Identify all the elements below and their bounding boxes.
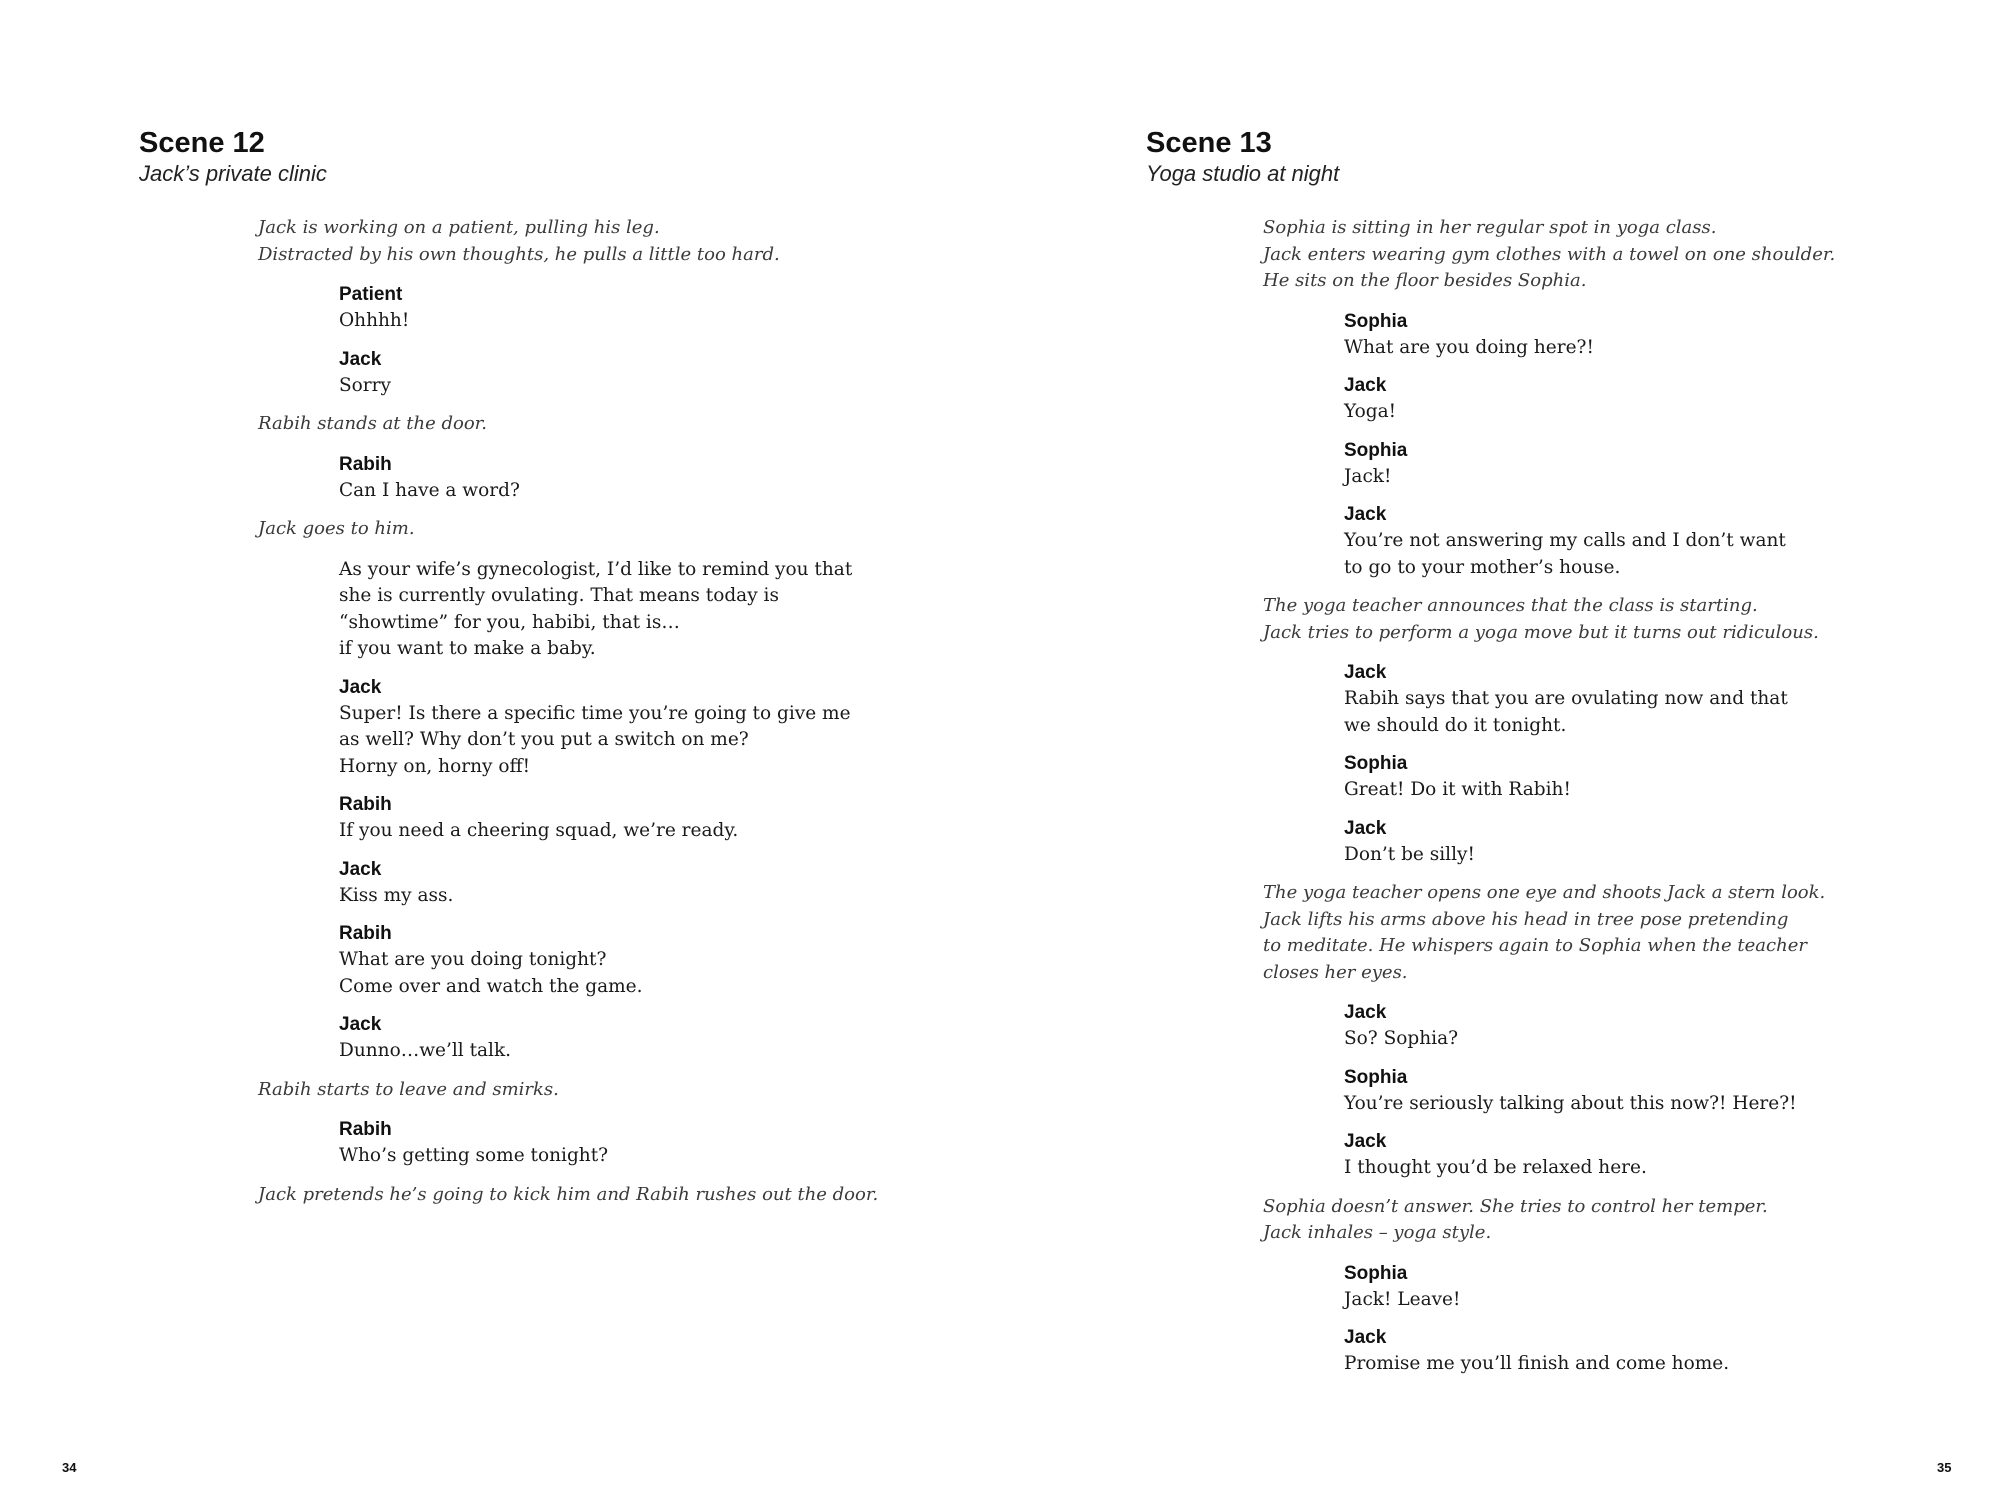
dialogue-text: [1344, 1091, 1963, 1118]
dialogue-line: As your wife’s gynecologist, I’d like to remind you that: [339, 558, 853, 580]
dialogue-block: [339, 282, 958, 335]
right-page: [1000, 0, 2000, 1500]
direction-line: Jack lifts his arms above his head in tree pose pretending: [1263, 908, 1789, 930]
dialogue-text: [1344, 1155, 1963, 1182]
dialogue-line: as well? Why don’t you put a switch on me?: [339, 729, 749, 750]
dialogue-text: [339, 478, 958, 505]
stage-direction: [258, 1182, 958, 1209]
dialogue-text: [339, 557, 958, 663]
direction-line: Jack goes to him.: [258, 518, 415, 539]
character-name: Jack: [1344, 817, 1387, 839]
dialogue-block: [1344, 660, 1963, 739]
dialogue-line: Kiss my ass.: [339, 884, 454, 906]
dialogue-text: [339, 308, 958, 335]
dialogue-block: [1344, 1000, 1963, 1053]
dialogue-block: [339, 921, 958, 1000]
dialogue-block: [1344, 816, 1963, 869]
stage-direction: [258, 516, 958, 543]
dialogue-text: [339, 947, 958, 1000]
direction-line: Jack tries to perform a yoga move but it turns out ridiculous.: [1263, 621, 1819, 643]
direction-line: Rabih stands at the door.: [258, 413, 487, 434]
character-name: Jack: [339, 676, 382, 698]
dialogue-text: [339, 1038, 958, 1065]
stage-direction: [1263, 593, 1963, 646]
dialogue-line: Who’s getting some tonight?: [339, 1145, 609, 1166]
scene-location: Jack’s private clinic: [139, 161, 327, 186]
character-name: Sophia: [1344, 753, 1408, 774]
character-name: Rabih: [339, 453, 392, 475]
dialogue-text: [1344, 464, 1963, 491]
scene-title: Scene 13: [1146, 127, 1272, 159]
stage-direction: [258, 411, 958, 438]
character-name: Sophia: [1344, 310, 1408, 332]
dialogue-text: [1344, 335, 1963, 362]
dialogue-line: Great! Do it with Rabih!: [1344, 779, 1571, 800]
dialogue-line: I thought you’d be relaxed here.: [1344, 1157, 1647, 1178]
direction-line: Jack is working on a patient, pulling his leg.: [258, 217, 660, 238]
direction-line: Jack inhales – yoga style.: [1263, 1222, 1492, 1243]
character-name: Sophia: [1344, 1066, 1408, 1088]
dialogue-line: Dunno…we’ll talk.: [339, 1040, 512, 1061]
direction-line: Jack enters wearing gym clothes with a towel on one shoulder.: [1263, 243, 1836, 265]
direction-line: closes her eyes.: [1263, 961, 1408, 983]
character-name: Jack: [1344, 375, 1387, 396]
dialogue-text: [1344, 1287, 1963, 1314]
character-name: Patient: [339, 284, 403, 305]
dialogue-block: [1344, 1261, 1963, 1314]
direction-line: to meditate. He whispers again to Sophia when the teacher: [1263, 935, 1807, 956]
dialogue-text: [339, 1143, 958, 1170]
dialogue-line: Can I have a word?: [339, 479, 520, 501]
dialogue-line: we should do it tonight.: [1344, 714, 1567, 736]
dialogue-text: [339, 701, 958, 781]
character-name: Sophia: [1344, 439, 1408, 461]
direction-line: Distracted by his own thoughts, he pulls a little too hard.: [258, 243, 780, 265]
dialogue-line: Sorry: [339, 374, 391, 396]
dialogue-text: [1344, 528, 1963, 581]
dialogue-line: Ohhhh!: [339, 310, 410, 331]
dialogue-block: [339, 675, 958, 781]
character-name: Sophia: [1344, 1262, 1408, 1284]
dialogue-block: [339, 1012, 958, 1065]
dialogue-block: [339, 792, 958, 845]
scene-location: Yoga studio at night: [1146, 161, 1340, 186]
script-body: [1263, 215, 1963, 1390]
dialogue-line: if you want to make a baby.: [339, 638, 596, 659]
dialogue-line: Yoga!: [1344, 401, 1397, 422]
character-name: Jack: [339, 348, 382, 370]
dialogue-text: [1344, 686, 1963, 739]
dialogue-block: [1344, 1129, 1963, 1182]
dialogue-line: You’re seriously talking about this now?! Here?!: [1344, 1092, 1797, 1114]
dialogue-line: You’re not answering my calls and I don’t want: [1344, 530, 1786, 551]
dialogue-line: “showtime” for you, habibi, that is…: [339, 611, 680, 633]
dialogue-line: Horny on, horny off!: [339, 755, 531, 777]
dialogue-line: she is currently ovulating. That means today is: [339, 585, 779, 606]
dialogue-text: [339, 373, 958, 400]
character-name: Jack: [1344, 1131, 1387, 1152]
dialogue-block: [339, 1117, 958, 1170]
dialogue-block: [1344, 1325, 1963, 1378]
dialogue-text: [1344, 842, 1963, 869]
scene-header: [1146, 126, 1339, 188]
character-name: Rabih: [339, 794, 392, 815]
scene-header: [139, 126, 327, 188]
dialogue-text: [1344, 399, 1963, 426]
dialogue-line: If you need a cheering squad, we’re ready.: [339, 820, 739, 841]
dialogue-text: [1344, 777, 1963, 804]
dialogue-line: Promise me you’ll finish and come home.: [1344, 1353, 1730, 1374]
page-number: 35: [1937, 1460, 1952, 1475]
dialogue-line: to go to your mother’s house.: [1344, 556, 1621, 578]
dialogue-line: Come over and watch the game.: [339, 975, 643, 997]
dialogue-line: Rabih says that you are ovulating now and that: [1344, 688, 1788, 709]
stage-direction: [258, 215, 958, 268]
direction-line: Rabih starts to leave and smirks.: [258, 1078, 559, 1100]
character-name: Jack: [339, 858, 382, 880]
direction-line: Jack pretends he’s going to kick him and Rabih rushes out the door.: [258, 1183, 879, 1205]
direction-line: He sits on the floor besides Sophia.: [1263, 270, 1587, 291]
direction-line: Sophia doesn’t answer. She tries to control her temper.: [1263, 1195, 1768, 1217]
character-name: Jack: [1344, 1327, 1387, 1348]
stage-direction: [1263, 1194, 1963, 1247]
direction-line: The yoga teacher opens one eye and shoots Jack a stern look.: [1263, 882, 1826, 903]
dialogue-line: Don’t be silly!: [1344, 843, 1475, 865]
dialogue-block: [339, 557, 958, 663]
dialogue-block: [339, 857, 958, 910]
character-name: Rabih: [339, 1119, 392, 1140]
character-name: Jack: [1344, 504, 1387, 525]
dialogue-text: [339, 883, 958, 910]
stage-direction: [1263, 215, 1963, 295]
dialogue-block: [339, 452, 958, 505]
script-body: [258, 215, 958, 1222]
dialogue-line: Super! Is there a specific time you’re going to give me: [339, 702, 851, 724]
direction-line: Sophia is sitting in her regular spot in yoga class.: [1263, 217, 1717, 238]
dialogue-line: What are you doing here?!: [1344, 336, 1594, 358]
dialogue-block: [1344, 1065, 1963, 1118]
stage-direction: [1263, 880, 1963, 986]
dialogue-block: [1344, 373, 1963, 426]
dialogue-block: [339, 347, 958, 400]
dialogue-text: [1344, 1026, 1963, 1053]
dialogue-line: Jack!: [1344, 465, 1392, 487]
dialogue-line: What are you doing tonight?: [339, 949, 607, 970]
dialogue-block: [1344, 309, 1963, 362]
dialogue-line: Jack! Leave!: [1344, 1288, 1461, 1310]
dialogue-text: [1344, 1351, 1963, 1378]
character-name: Jack: [1344, 662, 1387, 683]
direction-line: The yoga teacher announces that the class is starting.: [1263, 595, 1758, 616]
character-name: Jack: [1344, 1002, 1387, 1023]
stage-direction: [258, 1077, 958, 1104]
scene-title: Scene 12: [139, 127, 265, 159]
dialogue-block: [1344, 438, 1963, 491]
character-name: Jack: [339, 1014, 382, 1035]
character-name: Rabih: [339, 923, 392, 944]
dialogue-block: [1344, 751, 1963, 804]
page-number: 34: [62, 1460, 77, 1475]
dialogue-text: [339, 818, 958, 845]
dialogue-line: So? Sophia?: [1344, 1028, 1459, 1049]
dialogue-block: [1344, 502, 1963, 581]
